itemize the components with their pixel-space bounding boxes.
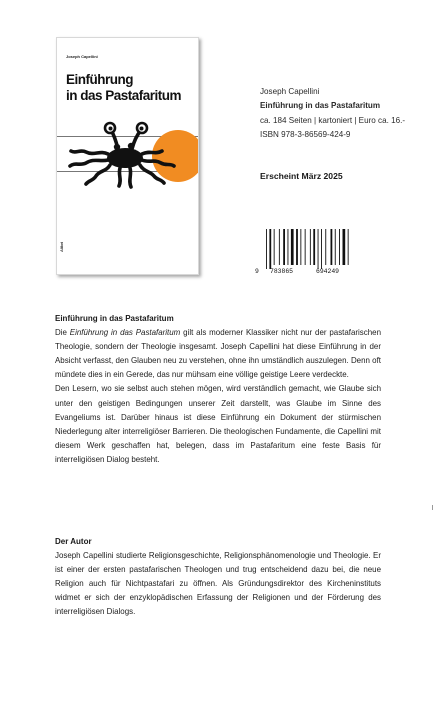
meta-isbn: ISBN 978-3-86569-424-9 (260, 129, 351, 139)
barcode-digit-first: 9 (255, 268, 259, 275)
barcode-bar (288, 229, 289, 265)
book-cover (56, 37, 199, 275)
author-section (55, 535, 381, 620)
author-bio-text: Joseph Capellini studierte Religionsgeschichte, Religionsphänomenologie und Theologie. Er ist einer der ersten pastafarischen Theologen und trug entscheidend dazu bei, die neue Religion auch für Nichtpastafari zu öffnen. Als Gründungsdirektor des Kircheninstituts widmet er sich der enzyklopädischen Erfassung der Religionen und der Förderung des interreligiösen Dialogs. (55, 551, 381, 617)
barcode-bar (331, 229, 333, 265)
barcode-bar (310, 229, 311, 265)
barcode-bar (318, 229, 319, 269)
meta-author: Joseph Capellini (260, 87, 320, 96)
barcode-bar (321, 229, 322, 269)
barcode-bar (269, 229, 271, 269)
release-date: Erscheint März 2025 (260, 171, 343, 181)
meta-title: Einführung in das Pastafaritum (260, 101, 381, 111)
barcode-bar (274, 229, 275, 265)
barcode-bar (300, 229, 301, 265)
book-metadata (260, 85, 405, 142)
description-paragraph-2: Den Lesern, wo sie selbst auch stehen mögen, wird verständlich gemacht, wie Glaube sich unter den geistigen Bedingungen unserer Zeit darstellt, was Glaube im Sinne des Evangeliums ist. Darüber hinaus ist diese Einführung ein Dokument der stürmischen Niederlegung alter interreligiöser Barrieren. Die theologischen Fundamente, die Capellini mit diesem Werk geschaffen hat, belegen, dass im Pastafaritum eine feste Basis für interreligiösen Dialog besteht. (55, 384, 381, 464)
barcode-digits-left: 783865 (270, 268, 294, 275)
barcode-bar (348, 229, 349, 265)
barcode-bar (296, 229, 298, 265)
barcode-bar (343, 229, 346, 265)
cover-title: Einführung in das Pastafaritum (66, 72, 182, 103)
barcode-bar (313, 229, 315, 265)
barcode-bar (283, 229, 285, 265)
cover-author: Joseph Capellini (66, 54, 98, 59)
barcode-bar (305, 229, 306, 265)
barcode-bar (291, 229, 294, 265)
description-heading: Einführung in das Pastafaritum (55, 314, 174, 323)
flying-spaghetti-monster-icon (62, 118, 187, 193)
barcode-bar (339, 229, 340, 265)
barcode-bar (325, 229, 326, 265)
barcode-bar (335, 229, 336, 265)
barcode-digits-right: 694249 (316, 268, 340, 275)
barcode-bar (279, 229, 280, 265)
description-paragraph-1: Die Einführung in das Pastafaritum gilt als moderner Klassiker nicht nur der pastafarischen Theologie, sondern der Theologie insgesamt. Joseph Capellini hat diese Einführung in der Absicht verfasst, den Glauben neu zu verstehen, ohne ihn umständlich auszulegen. Denn oft mündete dies in ein Gerede, das nur mühsam eine völlige geistige Leere verdeckte. (55, 328, 381, 380)
author-heading: Der Autor (55, 537, 92, 546)
edge-mark (432, 505, 433, 510)
barcode-bar (266, 229, 267, 269)
description-section (55, 312, 381, 467)
barcode (262, 229, 352, 273)
meta-details: ca. 184 Seiten | kartoniert | Euro ca. 16.- (260, 115, 406, 125)
book-title-italic: Einführung in das Pastafaritum (69, 328, 181, 338)
cover-publisher: Alibri (59, 241, 64, 252)
